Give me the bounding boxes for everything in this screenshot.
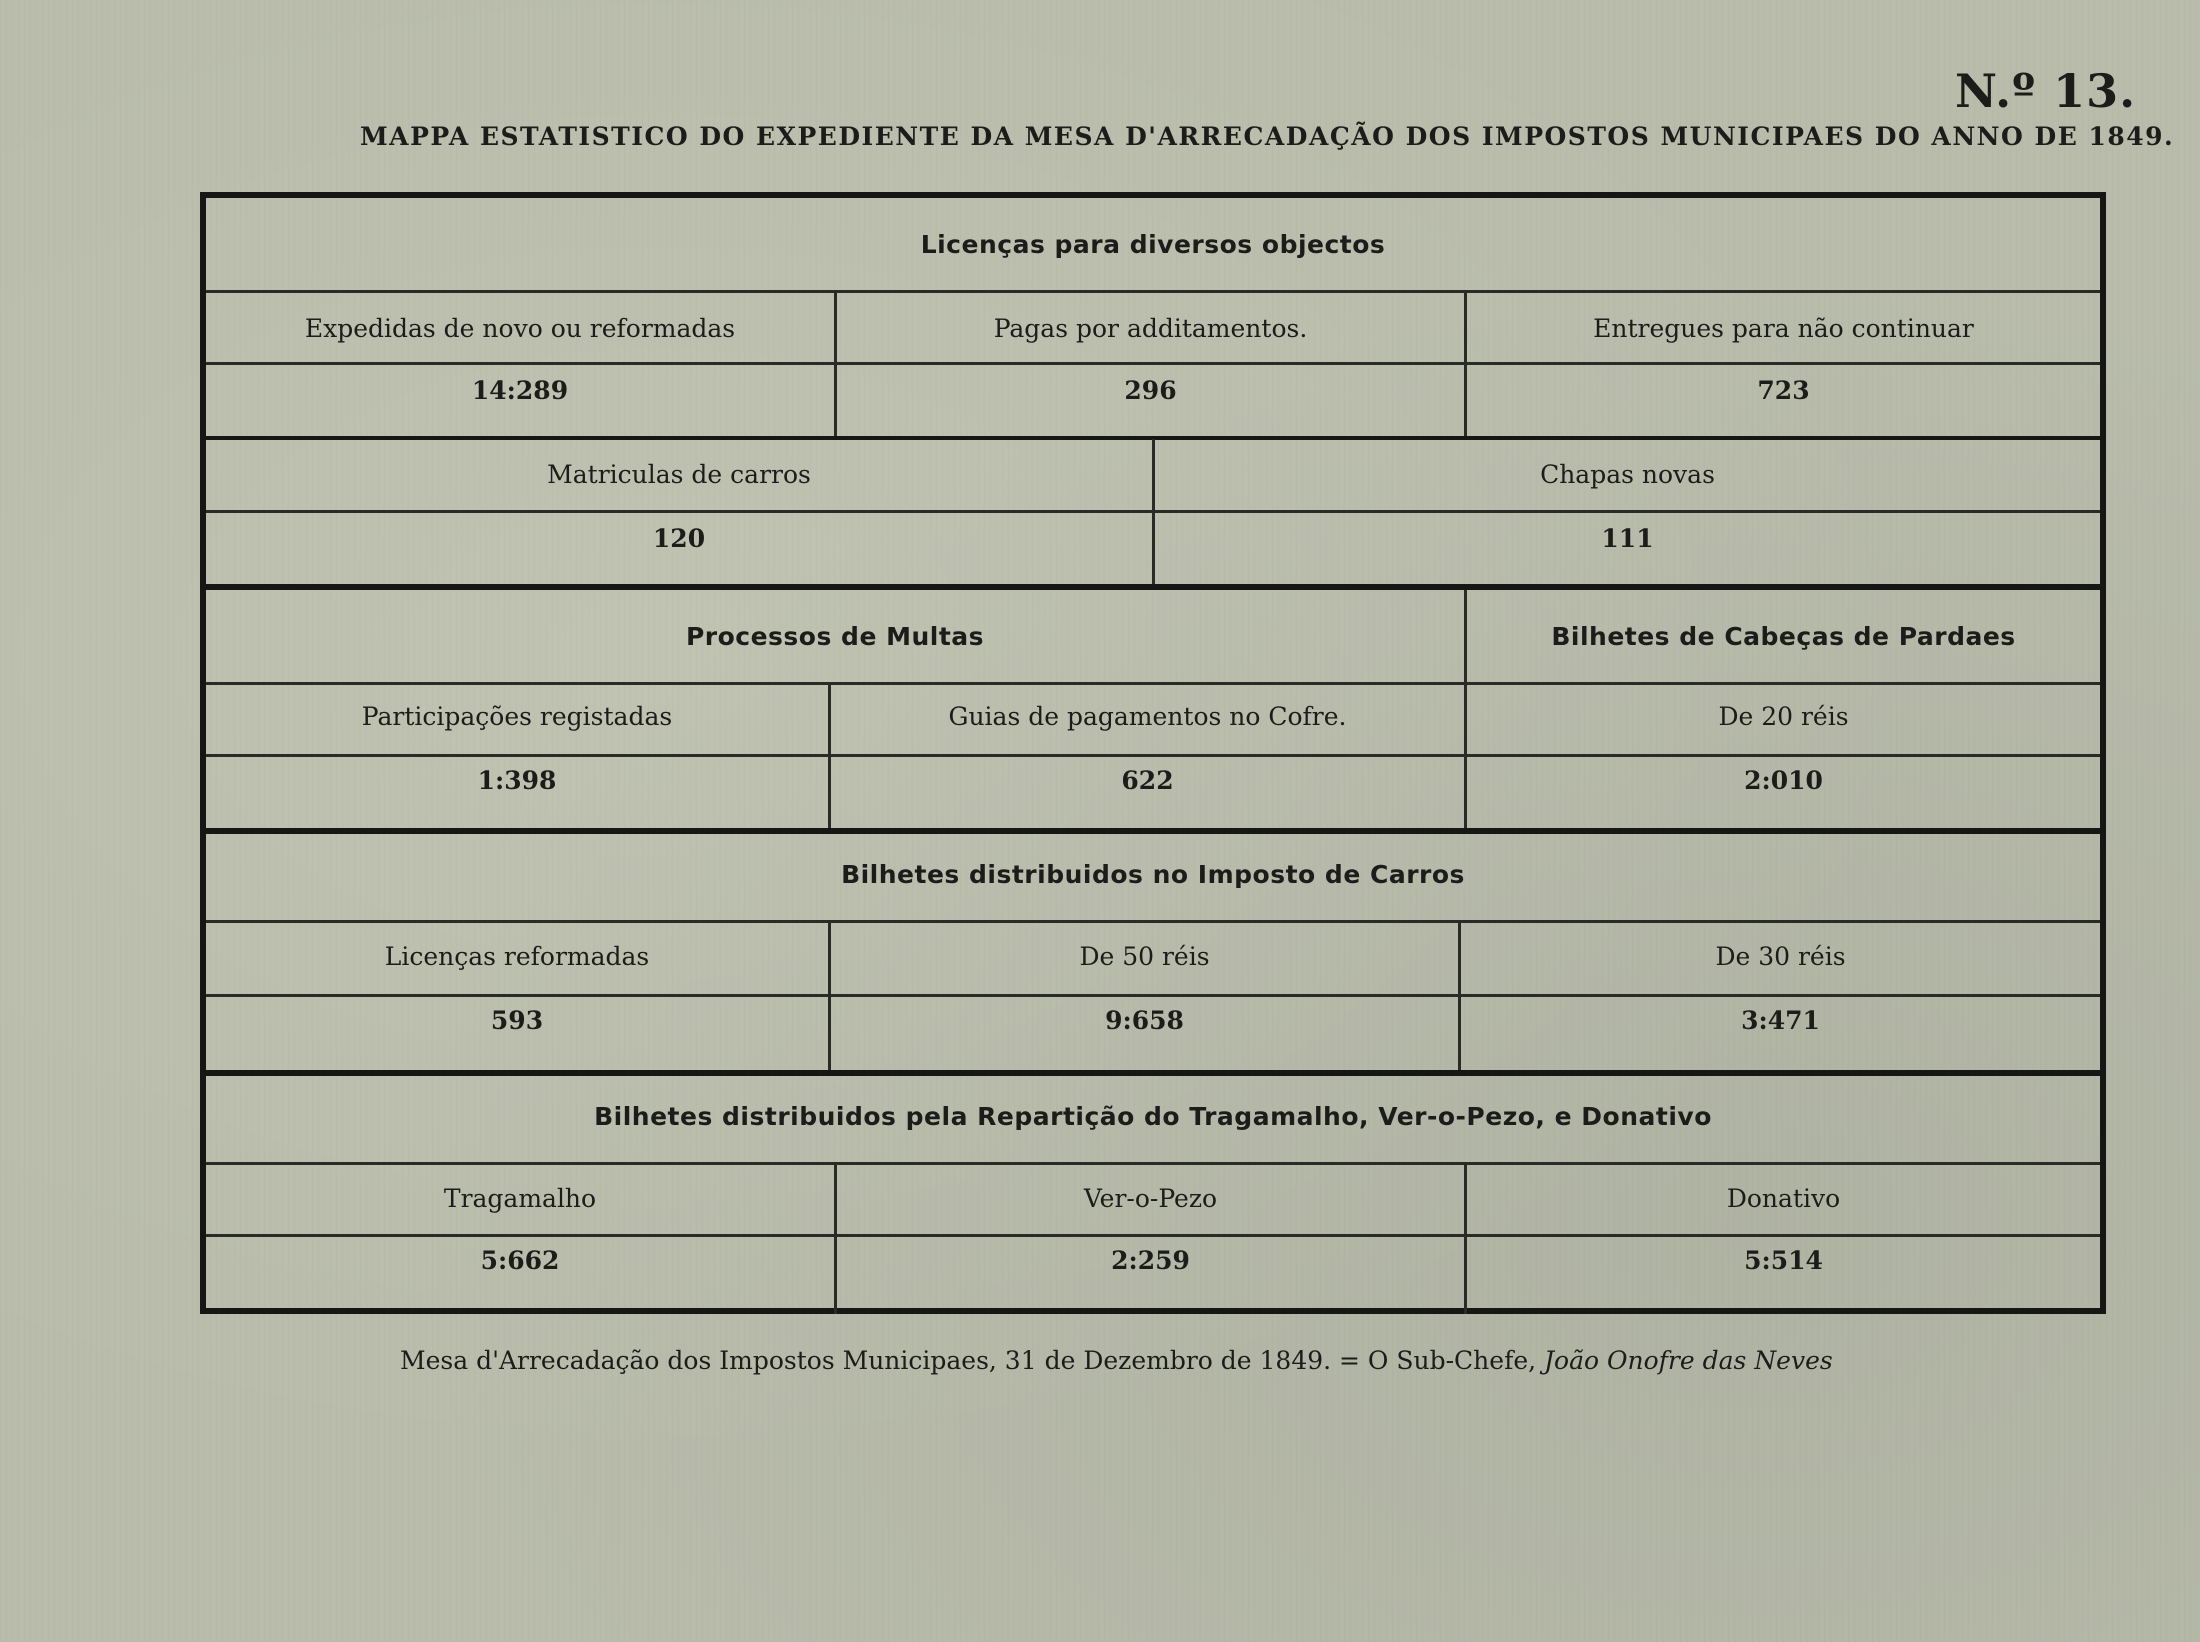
label-donativo: Donativo xyxy=(1726,1184,1841,1213)
value-entregues: 723 xyxy=(1757,376,1810,405)
value-donativo: 5:514 xyxy=(1744,1246,1823,1275)
label-expedidas: Expedidas de novo ou reformadas xyxy=(304,314,736,343)
footer-signature: João Onofre das Neves xyxy=(1544,1346,1833,1375)
label-guias: Guias de pagamentos no Cofre. xyxy=(948,702,1347,731)
value-ver-o-pezo: 2:259 xyxy=(1111,1246,1190,1275)
value-de-30-reis: 3:471 xyxy=(1741,1006,1820,1035)
value-participacoes: 1:398 xyxy=(477,766,557,795)
document-title: MAPPA ESTATISTICO DO EXPEDIENTE DA MESA D'ARRECADAÇÃO DOS IMPOSTOS MUNICIPAES DO ANNO DE 1849. xyxy=(360,122,2175,151)
label-de-30-reis: De 30 réis xyxy=(1715,942,1846,971)
label-de-50-reis: De 50 réis xyxy=(1079,942,1210,971)
label-licencas-reformadas: Licenças reformadas xyxy=(384,942,650,971)
value-matriculas: 120 xyxy=(652,524,706,553)
value-de-20-reis: 2:010 xyxy=(1744,766,1823,795)
section-licencas xyxy=(206,198,2100,584)
value-de-50-reis: 9:658 xyxy=(1105,1006,1184,1035)
sheet-number: N.º 13. xyxy=(1955,64,2137,118)
label-ver-o-pezo: Ver-o-Pezo xyxy=(1083,1184,1218,1213)
label-pagas: Pagas por additamentos. xyxy=(993,314,1308,343)
label-de-20-reis: De 20 réis xyxy=(1718,702,1849,731)
label-tragamalho: Tragamalho xyxy=(443,1184,597,1213)
value-guias: 622 xyxy=(1121,766,1174,795)
footer-line xyxy=(400,1346,1900,1375)
section-tragamalho xyxy=(206,1070,2100,1308)
label-participacoes: Participações registadas xyxy=(361,702,673,731)
label-entregues: Entregues para não continuar xyxy=(1593,314,1974,343)
value-chapas: 111 xyxy=(1601,524,1654,553)
statistics-table xyxy=(200,192,2106,1314)
value-expedidas: 14:289 xyxy=(471,376,569,405)
section-multas-pardaes xyxy=(206,584,2100,828)
label-matriculas: Matriculas de carros xyxy=(547,460,811,489)
section-heading-licencas: Licenças para diversos objectos xyxy=(920,230,1386,259)
section-heading-multas: Processos de Multas xyxy=(685,622,985,651)
footer-text: Mesa d'Arrecadação dos Impostos Municipaes, 31 de Dezembro de 1849. = O Sub-Chefe, xyxy=(400,1346,1537,1375)
section-heading-tragamalho: Bilhetes distribuidos pela Repartição do Tragamalho, Ver-o-Pezo, e Donativo xyxy=(594,1102,1712,1131)
label-chapas: Chapas novas xyxy=(1540,460,1715,489)
value-pagas: 296 xyxy=(1124,376,1177,405)
value-tragamalho: 5:662 xyxy=(480,1246,560,1275)
section-carros xyxy=(206,828,2100,1070)
section-heading-pardaes: Bilhetes de Cabeças de Pardaes xyxy=(1551,622,2016,651)
section-heading-carros: Bilhetes distribuidos no Imposto de Carros xyxy=(841,860,1465,889)
value-licencas-reformadas: 593 xyxy=(490,1006,544,1035)
